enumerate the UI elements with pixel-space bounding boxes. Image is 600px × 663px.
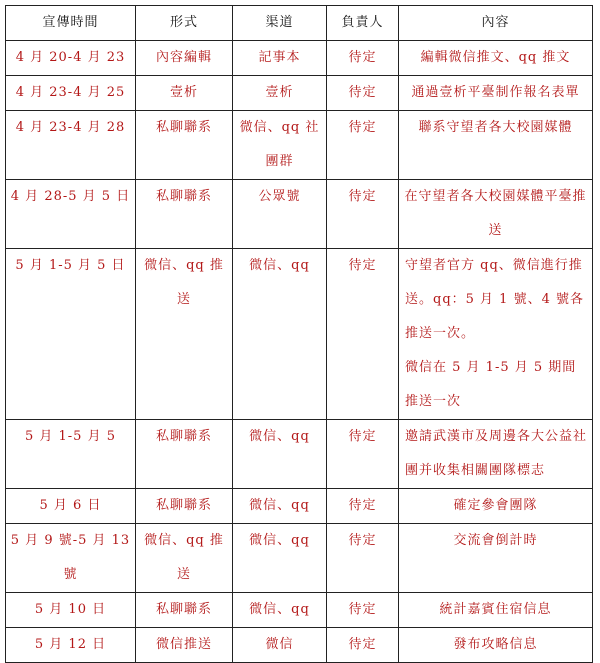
cell-time: 5 月 1-5 月 5 日 [6,249,136,420]
cell-form: 微信推送 [136,628,233,663]
cell-channel: 微信、qq [233,420,327,489]
cell-time: 4 月 28-5 月 5 日 [6,180,136,249]
cell-content: 通過壹析平臺制作報名表單 [399,76,593,111]
content-paragraph: 守望者官方 qq、微信進行推送。qq：5 月 1 號、4 號各推送一次。 [405,258,584,341]
cell-form: 內容編輯 [136,41,233,76]
cell-channel: 微信 [233,628,327,663]
cell-form: 微信、qq 推送 [136,249,233,420]
cell-form: 私聊聯系 [136,593,233,628]
header-row [6,6,593,41]
cell-content [399,249,593,420]
table-row [6,628,593,663]
cell-channel: 微信、qq [233,593,327,628]
cell-time: 5 月 9 號-5 月 13 號 [6,524,136,593]
header-form: 形式 [136,6,233,41]
cell-time: 5 月 6 日 [6,489,136,524]
table-row [6,180,593,249]
cell-content: 邀請武漢市及周邊各大公益社團并收集相關團隊標志 [399,420,593,489]
header-channel: 渠道 [233,6,327,41]
cell-time: 4 月 23-4 月 25 [6,76,136,111]
cell-owner: 待定 [327,420,399,489]
header-owner: 負責人 [327,6,399,41]
cell-content: 確定參會團隊 [399,489,593,524]
cell-owner: 待定 [327,593,399,628]
cell-channel: 微信、qq [233,524,327,593]
cell-owner: 待定 [327,180,399,249]
header-time: 宣傳時間 [6,6,136,41]
cell-owner: 待定 [327,524,399,593]
cell-owner: 待定 [327,76,399,111]
cell-channel: 微信、qq 社團群 [233,111,327,180]
cell-channel: 壹析 [233,76,327,111]
table-row [6,593,593,628]
cell-channel: 公眾號 [233,180,327,249]
cell-owner: 待定 [327,41,399,76]
cell-content: 在守望者各大校園媒體平臺推送 [399,180,593,249]
cell-content: 聯系守望者各大校園媒體 [399,111,593,180]
cell-form: 私聊聯系 [136,180,233,249]
table-row [6,524,593,593]
cell-content: 編輯微信推文、qq 推文 [399,41,593,76]
cell-owner: 待定 [327,628,399,663]
cell-time: 5 月 10 日 [6,593,136,628]
table-row [6,249,593,420]
cell-content: 交流會倒計時 [399,524,593,593]
cell-time: 5 月 1-5 月 5 [6,420,136,489]
cell-content: 發布攻略信息 [399,628,593,663]
cell-owner: 待定 [327,489,399,524]
table-row [6,489,593,524]
cell-time: 4 月 23-4 月 28 [6,111,136,180]
table-row [6,41,593,76]
table-row [6,111,593,180]
cell-form: 微信、qq 推送 [136,524,233,593]
cell-form: 壹析 [136,76,233,111]
cell-channel: 記事本 [233,41,327,76]
cell-channel: 微信、qq [233,489,327,524]
cell-form: 私聊聯系 [136,420,233,489]
schedule-table [5,5,593,663]
table-row [6,76,593,111]
cell-time: 4 月 20-4 月 23 [6,41,136,76]
table-row [6,420,593,489]
cell-owner: 待定 [327,249,399,420]
cell-content: 統計嘉賓住宿信息 [399,593,593,628]
cell-form: 私聊聯系 [136,489,233,524]
content-paragraph: 微信在 5 月 1-5 月 5 期間推送一次 [405,360,577,409]
cell-form: 私聊聯系 [136,111,233,180]
cell-owner: 待定 [327,111,399,180]
cell-channel: 微信、qq [233,249,327,420]
header-content: 內容 [399,6,593,41]
cell-time: 5 月 12 日 [6,628,136,663]
